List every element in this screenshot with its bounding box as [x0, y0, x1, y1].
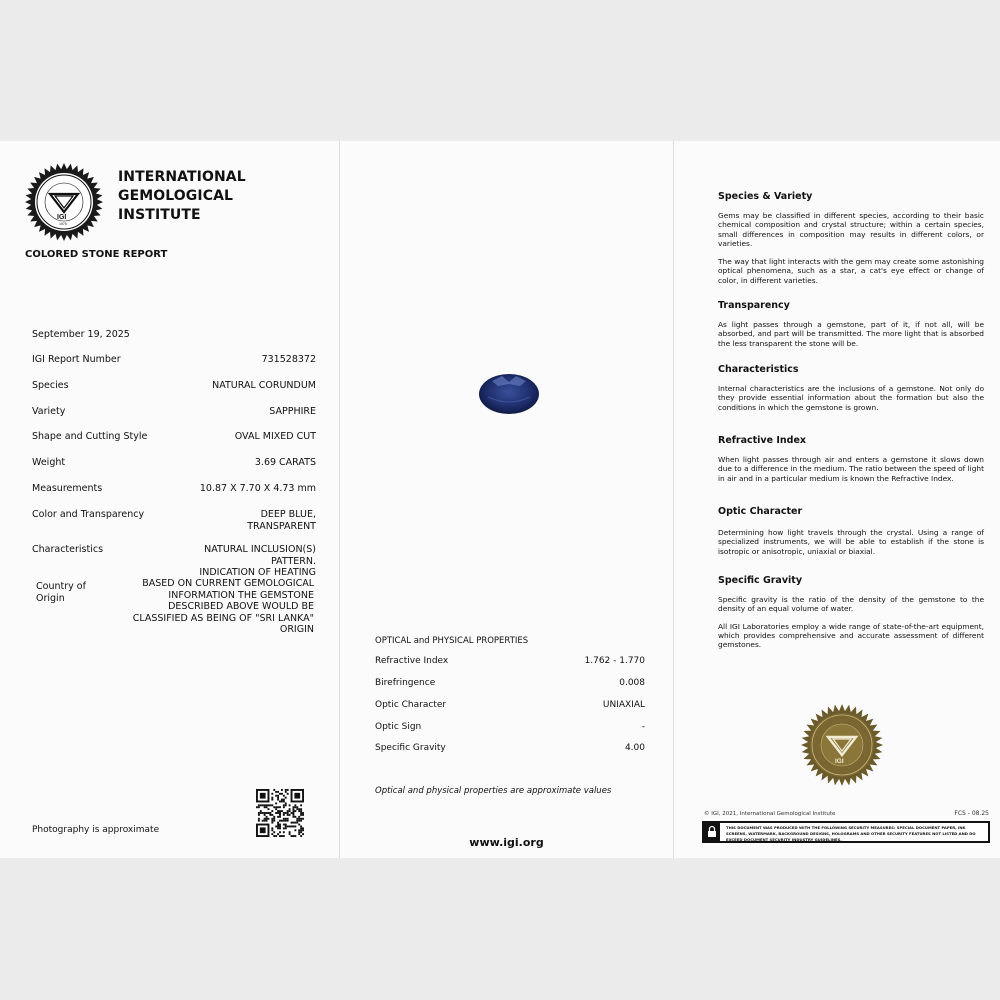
- institute-name-line: INTERNATIONAL: [118, 169, 246, 185]
- field-label: Species: [32, 380, 69, 391]
- info-section-transparency: [718, 300, 984, 348]
- field-value: 731528372: [261, 354, 316, 365]
- institute-name-line: GEMOLOGICAL: [118, 188, 234, 204]
- field-label: Color and Transparency: [32, 509, 145, 520]
- report-front-panel: [0, 141, 338, 858]
- property-value: -: [641, 722, 645, 732]
- origin-value: [133, 578, 314, 636]
- value-line: DEEP BLUE,: [260, 509, 316, 520]
- info-section-species-variety: [718, 191, 984, 285]
- report-middle-panel: [339, 141, 673, 858]
- section-title: Transparency: [718, 300, 790, 311]
- section-title: Refractive Index: [718, 435, 807, 446]
- info-section-specific-gravity: [718, 575, 984, 649]
- section-title: Specific Gravity: [718, 575, 803, 586]
- field-value: OVAL MIXED CUT: [234, 431, 316, 442]
- value-line: TRANSPARENT: [247, 521, 316, 532]
- origin-label: [36, 581, 116, 605]
- section-text: Gems may be classified in different species, according to their basic chemical composition and crystal structure; within a certain species, small differences in composition may results in different colors, or varieties.: [718, 211, 984, 248]
- field-label: IGI Report Number: [32, 354, 121, 365]
- field-label: Measurements: [32, 483, 103, 494]
- value-line: INDICATION OF HEATING: [199, 567, 316, 578]
- report-title: COLORED STONE REPORT: [25, 249, 168, 260]
- info-section-characteristics: [718, 364, 984, 412]
- svg-text:1975: 1975: [59, 222, 67, 226]
- gemstone-photo: [478, 373, 540, 415]
- section-title: Characteristics: [718, 364, 799, 375]
- section-text: As light passes through a gemstone, part of it, if not all, will be absorbed, and part will be transmitted. The more light that is absorbed the less transparent the stone will be.: [718, 320, 984, 348]
- section-title: Optic Character: [718, 506, 803, 517]
- info-section-optic-character: [718, 506, 984, 556]
- report-date: September 19, 2025: [32, 329, 130, 340]
- svg-text:IGI: IGI: [835, 758, 844, 765]
- property-label: Specific Gravity: [375, 743, 446, 753]
- security-notice: [702, 821, 990, 843]
- report-sheet: [0, 141, 1000, 858]
- value-line: INFORMATION THE GEMSTONE: [168, 589, 314, 601]
- value-line: ORIGIN: [279, 624, 314, 635]
- property-value: UNIAXIAL: [602, 700, 645, 710]
- field-value: 3.69 CARATS: [254, 457, 316, 468]
- security-notice-text: THIS DOCUMENT WAS PRODUCED WITH THE FOLLOWING SECURITY MEASURES: SPECIAL DOCUMENT PAPER, INK SCREENS, WATERMARK, BACKGROUND DESIGNS, HOLOGRAMS AND OTHER SECURITY FEATURES NOT LISTED AND DO EXCEED DOCUMENT SECURITY INDUSTRY GUIDELINES.: [726, 825, 976, 842]
- section-text: The way that light interacts with the gem may create some astonishing optical phenomena, such as a star, a cat's eye effect or change of color, in different varieties.: [718, 257, 984, 285]
- photography-note: Photography is approximate: [32, 825, 160, 835]
- svg-text:IGI: IGI: [57, 214, 67, 221]
- value-line: DESCRIBED ABOVE WOULD BE: [168, 601, 314, 612]
- optical-properties-title: OPTICAL and PHYSICAL PROPERTIES: [375, 636, 529, 646]
- institute-name-line: INSTITUTE: [118, 207, 201, 223]
- field-value: SAPPHIRE: [269, 406, 316, 417]
- field-value: NATURAL CORUNDUM: [212, 380, 316, 391]
- field-label: Weight: [32, 457, 66, 468]
- property-label: Birefringence: [375, 678, 436, 688]
- qr-code-icon[interactable]: [256, 789, 304, 837]
- section-text: All IGI Laboratories employ a wide range of state-of-the-art equipment, which provides comprehensive and accurate assessment of different gemstones.: [718, 621, 984, 650]
- property-value: 1.762 - 1.770: [584, 656, 645, 666]
- lock-icon: [704, 823, 720, 841]
- property-value: 0.008: [619, 678, 645, 688]
- website-link[interactable]: www.igi.org: [469, 836, 544, 849]
- field-value: [247, 509, 316, 533]
- section-title: Species & Variety: [718, 191, 813, 202]
- section-text: When light passes through air and enters a gemstone it slows down due to a difference in the medium. The ratio between the speed of light in air and in a particular medium is known the Refractive Index.: [718, 455, 984, 483]
- section-text: Internal characteristics are the inclusions of a gemstone. Not only do they provide essential information about the formation but also the conditions in which the gemstone is grown.: [718, 384, 984, 412]
- value-line: NATURAL INCLUSION(S): [204, 544, 316, 555]
- value-line: PATTERN.: [270, 555, 316, 567]
- section-text: Specific gravity is the ratio of the density of the gemstone to the density of an equal volume of water.: [718, 595, 984, 614]
- copyright-text: © IGI, 2021, International Gemological Institute: [704, 811, 836, 817]
- properties-note: Optical and physical properties are approximate values: [375, 786, 612, 796]
- institute-name: [118, 168, 246, 225]
- field-value: [199, 544, 316, 579]
- value-line: BASED ON CURRENT GEMOLOGICAL: [142, 578, 314, 589]
- field-value: 10.87 X 7.70 X 4.73 mm: [199, 483, 316, 494]
- section-text: Determining how light travels through the crystal. Using a range of specialized instruments, we will be able to establish if the stone is isotropic or anisotropic, uniaxial or biaxial.: [718, 528, 984, 556]
- value-line: CLASSIFIED AS BEING OF "SRI LANKA": [132, 612, 314, 624]
- property-label: Refractive Index: [375, 656, 449, 666]
- igi-seal-icon: [800, 703, 884, 787]
- property-label: Optic Sign: [375, 722, 422, 732]
- form-code: FCS - 08.25: [954, 810, 989, 817]
- property-label: Optic Character: [375, 700, 447, 710]
- igi-logo-icon: [24, 162, 104, 242]
- label-line: Origin: [36, 593, 65, 604]
- report-info-panel: [673, 141, 1000, 858]
- label-line: Country of: [36, 581, 86, 592]
- info-section-refractive-index: [718, 435, 984, 483]
- field-label: Characteristics: [32, 544, 104, 555]
- field-label: Variety: [32, 406, 66, 417]
- field-label: Shape and Cutting Style: [32, 431, 148, 442]
- property-value: 4.00: [624, 743, 645, 753]
